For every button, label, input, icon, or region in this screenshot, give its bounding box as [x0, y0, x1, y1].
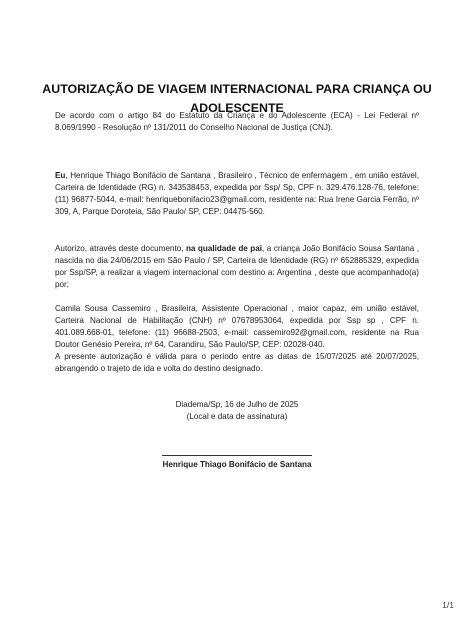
guardian-details: , Henrique Thiago Bonifácio de Santana , Brasileiro , Técnico de enfermagem , em união estável, Carteira de Identidade (RG) n. 343538453, expedida por Ssp/ Sp, CPF n. 329.476.128-76, telefone: (11) 96877-5044, e-mail: henriquebonifacio23@gmail.com, residente na: Rua Irene Garcia Ferrão, nº 309, A, Parque Doroteia, São Paulo/ SP, CEP: 04475-560.	[55, 171, 419, 216]
authorization-paragraph	[55, 243, 419, 291]
place-date: Diadema/Sp, 16 de Julho de 2025	[175, 400, 299, 409]
legal-basis-paragraph: De acordo com o artigo 84 do Estatuto da Criança e do Adolescente (ECA) - Lei Federal nº 8.069/1990 - Resolução nº 131/2011 do Conselho Nacional de Justiça (CNJ).	[55, 111, 419, 132]
title-line-2: ADOLESCENTE	[190, 101, 284, 115]
guardian-lead: Eu	[55, 171, 66, 180]
place-date-block	[40, 399, 434, 423]
authorization-details: , a criança João Bonifácio Sousa Santana , nascida no dia 24/06/2015 em São Paulo / SP, Carteira de Identidade (RG) nº 652885329, expedida por Ssp/SP, a realizar a viagem internacional com destino a: Argentina , deste que acompanhado(a) por;	[55, 244, 419, 289]
signature-line	[162, 455, 312, 456]
authorization-capacity: na qualidade de pai	[185, 244, 263, 253]
title-line-1: AUTORIZAÇÃO DE VIAGEM INTERNACIONAL PARA CRIANÇA OU	[42, 82, 432, 96]
signature-name: Henrique Thiago Bonifácio de Santana	[162, 460, 312, 469]
place-date-hint: (Local e data de assinatura)	[186, 411, 288, 421]
authorization-intro: Autorizo, através deste documento,	[55, 244, 186, 253]
validity-paragraph: A presente autorização é válida para o período entre as datas de 15/07/2025 até 20/07/2025, abrangendo o trajeto de ida e volta do destino designado.	[55, 352, 419, 373]
page-number: 1/1	[442, 600, 454, 610]
companion-paragraph: Camila Sousa Cassemiro , Brasileira, Assistente Operacional , maior capaz, em união estável, Carteira Nacional de Habilitação (CNH) nº 07678953064, expedida por Ssp sp , CPF n. 401.089.668-01, telefone: (11) 96688-2503, e-mail: cassemiro92@gmail.com, residente na Rua Doutor Genésio Pereira, nº 64, Carandiru, São Paulo/SP, CEP: 02028-040.	[55, 304, 419, 349]
guardian-paragraph	[55, 170, 419, 218]
